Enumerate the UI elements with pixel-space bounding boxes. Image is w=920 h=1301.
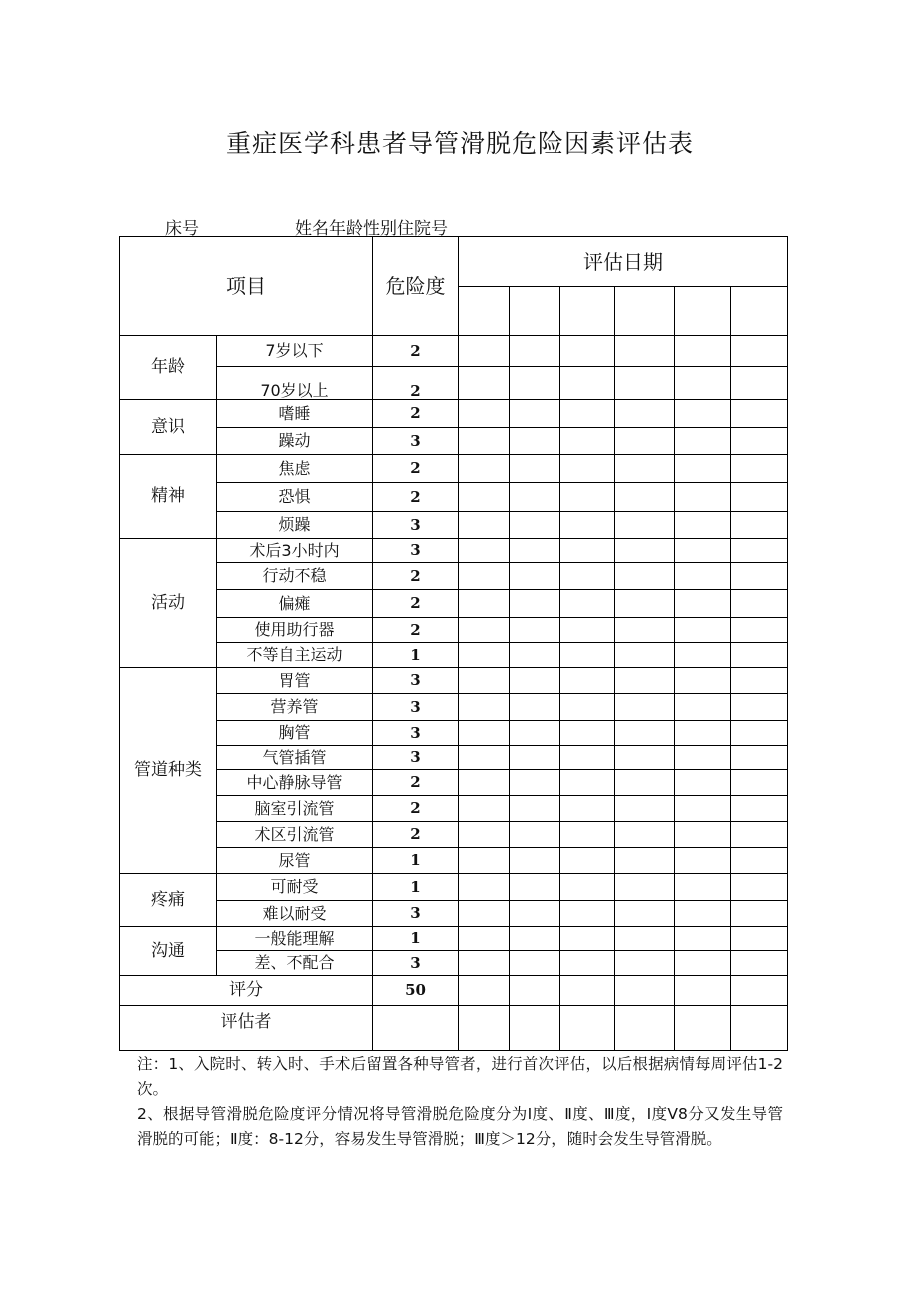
table-row xyxy=(120,822,788,848)
score-entry[interactable] xyxy=(510,951,560,976)
table-row xyxy=(120,721,788,746)
score-entry[interactable] xyxy=(615,590,675,618)
score-entry[interactable] xyxy=(731,721,788,746)
score-entry[interactable] xyxy=(615,694,675,721)
item-cell: 一般能理解 xyxy=(217,927,373,951)
score-entry[interactable] xyxy=(560,336,615,367)
score-cell: 3 xyxy=(373,746,459,770)
score-cell: 3 xyxy=(373,539,459,563)
score-cell: 2 xyxy=(373,822,459,848)
score-entry[interactable] xyxy=(615,643,675,668)
score-entry[interactable] xyxy=(675,848,731,874)
date-slot[interactable] xyxy=(459,287,510,336)
category-mental: 精神 xyxy=(151,486,185,506)
assessor-entry[interactable] xyxy=(675,1006,731,1051)
assessor-entry[interactable] xyxy=(459,1006,510,1051)
score-entry[interactable] xyxy=(510,694,560,721)
score-entry[interactable] xyxy=(731,822,788,848)
score-entry[interactable] xyxy=(459,796,510,822)
item-cell: 胸管 xyxy=(217,721,373,746)
score-entry[interactable] xyxy=(731,367,788,400)
item-cell: 不等自主运动 xyxy=(217,643,373,668)
score-entry[interactable] xyxy=(731,770,788,796)
table-row xyxy=(120,563,788,590)
table-row xyxy=(120,901,788,927)
score-entry[interactable] xyxy=(459,590,510,618)
table-row xyxy=(120,428,788,455)
score-entry[interactable] xyxy=(731,539,788,563)
score-entry[interactable] xyxy=(731,400,788,428)
score-entry[interactable] xyxy=(510,336,560,367)
score-entry[interactable] xyxy=(615,746,675,770)
score-entry[interactable] xyxy=(510,901,560,927)
total-entry[interactable] xyxy=(731,976,788,1006)
score-cell: 2 xyxy=(373,770,459,796)
item-cell: 焦虑 xyxy=(217,455,373,483)
date-header xyxy=(459,237,788,287)
score-entry[interactable] xyxy=(731,901,788,927)
score-entry[interactable] xyxy=(560,483,615,512)
score-entry[interactable] xyxy=(510,428,560,455)
score-entry[interactable] xyxy=(510,512,560,539)
table-row xyxy=(120,643,788,668)
total-entry[interactable] xyxy=(560,976,615,1006)
table-row xyxy=(120,618,788,643)
category-activity: 活动 xyxy=(151,592,185,613)
score-entry[interactable] xyxy=(615,483,675,512)
table-row xyxy=(120,951,788,976)
total-label: 评分 xyxy=(229,980,263,1000)
score-entry[interactable] xyxy=(675,874,731,901)
score-entry[interactable] xyxy=(459,721,510,746)
score-entry[interactable] xyxy=(459,901,510,927)
score-cell: 3 xyxy=(373,668,459,694)
score-entry[interactable] xyxy=(675,483,731,512)
score-entry[interactable] xyxy=(615,539,675,563)
score-entry[interactable] xyxy=(459,563,510,590)
score-cell: 2 xyxy=(373,455,459,483)
score-entry[interactable] xyxy=(510,822,560,848)
table-row xyxy=(120,796,788,822)
score-entry[interactable] xyxy=(459,618,510,643)
assessor-row xyxy=(120,1006,788,1051)
score-entry[interactable] xyxy=(560,539,615,563)
score-entry[interactable] xyxy=(731,455,788,483)
score-entry[interactable] xyxy=(510,563,560,590)
score-entry[interactable] xyxy=(560,590,615,618)
score-entry[interactable] xyxy=(459,822,510,848)
score-entry[interactable] xyxy=(615,455,675,483)
score-entry[interactable] xyxy=(731,483,788,512)
score-entry[interactable] xyxy=(560,455,615,483)
total-entry[interactable] xyxy=(510,976,560,1006)
score-cell: 2 xyxy=(373,336,459,367)
category-age: 年龄 xyxy=(151,357,185,377)
score-entry[interactable] xyxy=(731,428,788,455)
score-entry[interactable] xyxy=(560,400,615,428)
score-entry[interactable] xyxy=(615,874,675,901)
score-entry[interactable] xyxy=(459,874,510,901)
table-row xyxy=(120,590,788,618)
score-entry[interactable] xyxy=(560,901,615,927)
category-cell xyxy=(120,455,217,539)
score-entry[interactable] xyxy=(560,721,615,746)
score-entry[interactable] xyxy=(615,618,675,643)
table-row xyxy=(120,874,788,901)
item-cell: 70岁以上 xyxy=(217,367,373,400)
score-entry[interactable] xyxy=(560,694,615,721)
score-entry[interactable] xyxy=(560,367,615,400)
score-entry[interactable] xyxy=(510,618,560,643)
score-entry[interactable] xyxy=(459,848,510,874)
item-header xyxy=(120,237,373,336)
score-entry[interactable] xyxy=(510,874,560,901)
item-cell: 胃管 xyxy=(217,668,373,694)
score-entry[interactable] xyxy=(675,643,731,668)
score-entry[interactable] xyxy=(675,428,731,455)
score-entry[interactable] xyxy=(560,512,615,539)
item-cell: 难以耐受 xyxy=(217,901,373,927)
score-entry[interactable] xyxy=(510,848,560,874)
score-cell: 1 xyxy=(373,874,459,901)
item-cell: 烦躁 xyxy=(217,512,373,539)
item-cell: 气管插管 xyxy=(217,746,373,770)
table-row xyxy=(120,746,788,770)
score-entry[interactable] xyxy=(615,822,675,848)
total-label-cell xyxy=(120,976,373,1006)
score-entry[interactable] xyxy=(510,367,560,400)
score-entry[interactable] xyxy=(560,428,615,455)
category-consciousness: 意识 xyxy=(151,416,185,437)
category-cell xyxy=(120,874,217,927)
score-entry[interactable] xyxy=(510,643,560,668)
note-1: 注：1、入院时、转入时、手术后留置各种导管者，进行首次评估，以后根据病情每周评估1-2次。 xyxy=(137,1055,783,1098)
table-row xyxy=(120,455,788,483)
score-entry[interactable] xyxy=(615,721,675,746)
score-entry[interactable] xyxy=(560,563,615,590)
table-row xyxy=(120,848,788,874)
score-entry[interactable] xyxy=(459,367,510,400)
score-cell: 2 xyxy=(373,590,459,618)
score-entry[interactable] xyxy=(675,539,731,563)
total-value-cell xyxy=(373,976,459,1006)
item-cell: 使用助行器 xyxy=(217,618,373,643)
score-entry[interactable] xyxy=(731,668,788,694)
assessor-entry[interactable] xyxy=(373,1006,459,1051)
score-entry[interactable] xyxy=(615,428,675,455)
item-cell: 恐惧 xyxy=(217,483,373,512)
category-cell xyxy=(120,336,217,400)
score-entry[interactable] xyxy=(459,668,510,694)
item-cell: 差、不配合 xyxy=(217,951,373,976)
score-entry[interactable] xyxy=(731,796,788,822)
bed-number-label: 床号 xyxy=(165,219,199,239)
score-entry[interactable] xyxy=(510,590,560,618)
score-cell: 3 xyxy=(373,901,459,927)
score-entry[interactable] xyxy=(615,951,675,976)
item-cell: 营养管 xyxy=(217,694,373,721)
assessor-entry[interactable] xyxy=(731,1006,788,1051)
score-entry[interactable] xyxy=(731,951,788,976)
score-cell: 3 xyxy=(373,512,459,539)
score-entry[interactable] xyxy=(459,483,510,512)
form-title: 重症医学科患者导管滑脱危险因素评估表 xyxy=(225,129,694,158)
score-entry[interactable] xyxy=(560,668,615,694)
score-entry[interactable] xyxy=(675,770,731,796)
score-entry[interactable] xyxy=(731,618,788,643)
score-entry[interactable] xyxy=(459,951,510,976)
score-cell: 3 xyxy=(373,951,459,976)
item-cell: 术后3小时内 xyxy=(217,539,373,563)
score-entry[interactable] xyxy=(675,927,731,951)
score-entry[interactable] xyxy=(731,694,788,721)
score-cell: 1 xyxy=(373,927,459,951)
score-entry[interactable] xyxy=(560,618,615,643)
item-cell: 尿管 xyxy=(217,848,373,874)
score-cell: 2 xyxy=(373,483,459,512)
score-entry[interactable] xyxy=(675,400,731,428)
score-entry[interactable] xyxy=(615,563,675,590)
date-slot[interactable] xyxy=(560,287,615,336)
table-row xyxy=(120,483,788,512)
score-entry[interactable] xyxy=(615,512,675,539)
category-cell xyxy=(120,539,217,668)
item-cell: 术区引流管 xyxy=(217,822,373,848)
score-entry[interactable] xyxy=(560,796,615,822)
category-cell xyxy=(120,927,217,976)
score-entry[interactable] xyxy=(675,618,731,643)
score-entry[interactable] xyxy=(459,927,510,951)
score-entry[interactable] xyxy=(510,927,560,951)
score-entry[interactable] xyxy=(459,400,510,428)
score-cell: 1 xyxy=(373,848,459,874)
score-entry[interactable] xyxy=(510,483,560,512)
risk-header-label: 危险度 xyxy=(385,274,446,298)
total-entry[interactable] xyxy=(675,976,731,1006)
category-cell xyxy=(120,400,217,455)
total-value: 50 xyxy=(405,981,426,999)
category-pain: 疼痛 xyxy=(151,889,185,910)
score-entry[interactable] xyxy=(615,796,675,822)
score-entry[interactable] xyxy=(675,721,731,746)
item-cell: 躁动 xyxy=(217,428,373,455)
note-2: 2、根据导管滑脱危险度评分情况将导管滑脱危险度分为Ⅰ度、Ⅱ度、Ⅲ度，Ⅰ度V8分又发生导管滑脱的可能；Ⅱ度：8-12分，容易发生导管滑脱；Ⅲ度＞12分，随时会发生导管滑脱。 xyxy=(137,1105,783,1148)
score-entry[interactable] xyxy=(675,694,731,721)
score-cell: 2 xyxy=(373,618,459,643)
score-entry[interactable] xyxy=(459,770,510,796)
table-row xyxy=(120,400,788,428)
score-entry[interactable] xyxy=(675,563,731,590)
score-entry[interactable] xyxy=(510,721,560,746)
assessor-entry[interactable] xyxy=(510,1006,560,1051)
score-entry[interactable] xyxy=(675,668,731,694)
score-entry[interactable] xyxy=(510,455,560,483)
score-entry[interactable] xyxy=(615,848,675,874)
table-row xyxy=(120,668,788,694)
score-entry[interactable] xyxy=(731,746,788,770)
score-entry[interactable] xyxy=(459,455,510,483)
score-cell: 1 xyxy=(373,643,459,668)
score-entry[interactable] xyxy=(615,770,675,796)
score-entry[interactable] xyxy=(560,746,615,770)
score-cell: 3 xyxy=(373,721,459,746)
assessor-label: 评估者 xyxy=(220,1011,272,1032)
score-cell: 2 xyxy=(373,796,459,822)
score-cell: 2 xyxy=(373,563,459,590)
score-entry[interactable] xyxy=(615,336,675,367)
score-entry[interactable] xyxy=(675,796,731,822)
patient-info-line xyxy=(0,214,920,239)
score-entry[interactable] xyxy=(675,590,731,618)
score-cell: 2 xyxy=(373,367,459,400)
score-entry[interactable] xyxy=(560,770,615,796)
date-header-label: 评估日期 xyxy=(583,249,663,274)
score-entry[interactable] xyxy=(560,822,615,848)
score-entry[interactable] xyxy=(731,848,788,874)
score-entry[interactable] xyxy=(459,539,510,563)
assessor-entry[interactable] xyxy=(560,1006,615,1051)
score-entry[interactable] xyxy=(510,796,560,822)
date-slot[interactable] xyxy=(510,287,560,336)
score-entry[interactable] xyxy=(560,874,615,901)
risk-header xyxy=(373,237,459,336)
score-cell: 2 xyxy=(373,400,459,428)
score-entry[interactable] xyxy=(731,590,788,618)
score-entry[interactable] xyxy=(731,927,788,951)
item-cell: 行动不稳 xyxy=(217,563,373,590)
score-entry[interactable] xyxy=(510,770,560,796)
score-entry[interactable] xyxy=(510,539,560,563)
score-entry[interactable] xyxy=(459,428,510,455)
score-entry[interactable] xyxy=(615,927,675,951)
score-entry[interactable] xyxy=(510,668,560,694)
score-cell: 3 xyxy=(373,694,459,721)
table-row xyxy=(120,694,788,721)
score-cell: 3 xyxy=(373,428,459,455)
item-cell: 中心静脉导管 xyxy=(217,770,373,796)
category-communication: 沟通 xyxy=(151,940,185,961)
score-entry[interactable] xyxy=(459,746,510,770)
patient-fields-label: 姓名年龄性别住院号 xyxy=(295,219,448,239)
score-entry[interactable] xyxy=(675,746,731,770)
score-entry[interactable] xyxy=(510,746,560,770)
assessment-table xyxy=(119,236,788,1051)
item-cell: 可耐受 xyxy=(217,874,373,901)
score-entry[interactable] xyxy=(675,455,731,483)
score-entry[interactable] xyxy=(731,874,788,901)
table-row xyxy=(120,927,788,951)
category-cell xyxy=(120,668,217,874)
table-row xyxy=(120,512,788,539)
score-entry[interactable] xyxy=(560,927,615,951)
score-entry[interactable] xyxy=(615,400,675,428)
header-row xyxy=(120,237,788,287)
score-entry[interactable] xyxy=(731,512,788,539)
item-cell: 7岁以下 xyxy=(217,336,373,367)
table-row xyxy=(120,336,788,367)
item-cell: 脑室引流管 xyxy=(217,796,373,822)
date-slot[interactable] xyxy=(731,287,788,336)
score-entry[interactable] xyxy=(560,951,615,976)
score-entry[interactable] xyxy=(731,563,788,590)
score-entry[interactable] xyxy=(459,694,510,721)
date-slot[interactable] xyxy=(615,287,675,336)
score-entry[interactable] xyxy=(675,336,731,367)
score-entry[interactable] xyxy=(675,367,731,400)
total-row xyxy=(120,976,788,1006)
score-entry[interactable] xyxy=(560,643,615,668)
assessor-label-cell xyxy=(120,1006,373,1051)
score-entry[interactable] xyxy=(675,951,731,976)
score-entry[interactable] xyxy=(675,901,731,927)
category-catheter: 管道种类 xyxy=(134,760,202,780)
score-entry[interactable] xyxy=(615,901,675,927)
item-cell: 嗜睡 xyxy=(217,400,373,428)
total-entry[interactable] xyxy=(459,976,510,1006)
table-row xyxy=(120,367,788,400)
table-row xyxy=(120,770,788,796)
score-entry[interactable] xyxy=(459,512,510,539)
assessor-entry[interactable] xyxy=(615,1006,675,1051)
score-entry[interactable] xyxy=(615,367,675,400)
score-entry[interactable] xyxy=(560,848,615,874)
score-entry[interactable] xyxy=(675,512,731,539)
score-entry[interactable] xyxy=(731,336,788,367)
score-entry[interactable] xyxy=(459,336,510,367)
total-entry[interactable] xyxy=(615,976,675,1006)
score-entry[interactable] xyxy=(675,822,731,848)
score-entry[interactable] xyxy=(459,643,510,668)
table-row xyxy=(120,539,788,563)
score-entry[interactable] xyxy=(510,400,560,428)
item-header-label: 项目 xyxy=(226,274,266,298)
date-slot[interactable] xyxy=(675,287,731,336)
score-entry[interactable] xyxy=(731,643,788,668)
notes-section xyxy=(137,1052,783,1152)
score-entry[interactable] xyxy=(615,668,675,694)
item-cell: 偏瘫 xyxy=(217,590,373,618)
